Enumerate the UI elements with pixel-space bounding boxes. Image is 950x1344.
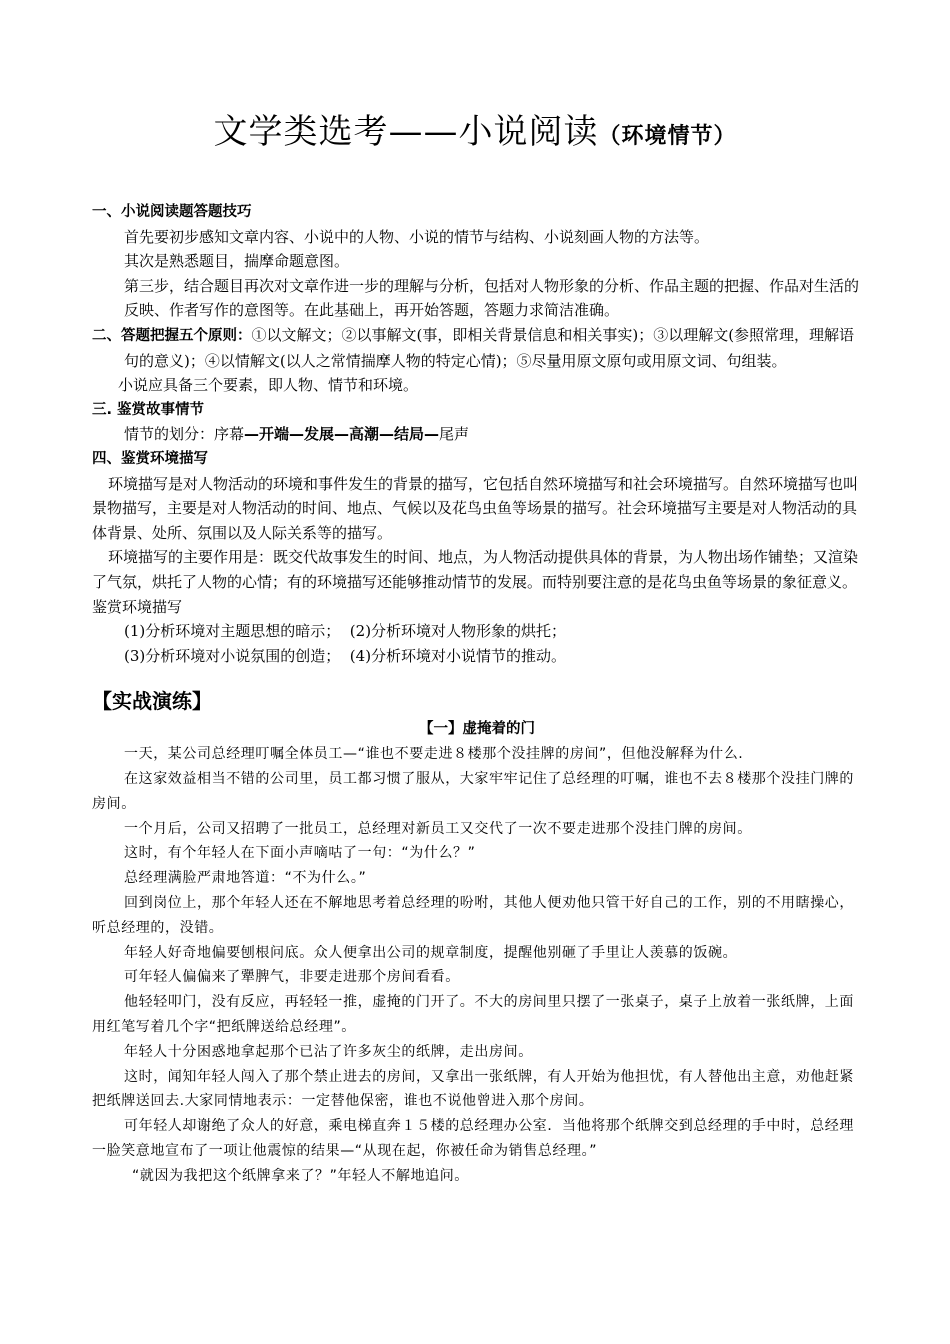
section2-block: [92, 323, 862, 373]
section3-heading: 三. 鉴赏故事情节: [92, 401, 205, 418]
section2-heading: 二、答题把握五个原则：: [92, 327, 252, 344]
story-body: [92, 742, 862, 1188]
point-1: (1)分析环境对主题思想的暗示；: [124, 622, 341, 641]
section4-points-row-2: [92, 644, 862, 669]
story-paragraph: 这时，闻知年轻人闯入了那个禁止进去的房间，又拿出一张纸牌，有人开始为他担忧，有人替他出主意，劝他赶紧把纸牌送回去.大家同情地表示：一定替他保密，谁也不说他曾进入那个房间。: [92, 1068, 854, 1110]
section2-note: 小说应具备三个要素，即人物、情节和环境。: [118, 376, 419, 395]
title-main: 文学类选考——小说阅读: [213, 112, 599, 152]
plot-end: 尾声: [439, 425, 470, 444]
story-paragraph: 年轻人十分困惑地拿起那个已沾了许多灰尘的纸牌，走出房间。: [124, 1043, 533, 1060]
content-body: [92, 200, 862, 1189]
story-paragraph: 在这家效益相当不错的公司里，员工都习惯了服从，大家牢牢记住了总经理的叮嘱，谁也不去８楼那个没挂门牌的房间。: [92, 771, 854, 812]
story-paragraph: 可年轻人却谢绝了众人的好意，乘电梯直奔１５楼的总经理办公室．当他将那个纸牌交到总经理的手中时，总经理一脸笑意地宣布了一项让他震惊的结果—“从现在起，你被任命为销售总经理。”: [92, 1118, 854, 1160]
story-paragraph: “就因为我把这个纸牌拿来了？”年轻人不解地追问。: [132, 1167, 469, 1184]
section2-text: ①以文解文；②以事解文(事，即相关背景信息和相关事实)；③以理解文(参照常理，理解语句的意义)；④以情解文(以人之常情揣摩人物的特定心情)；⑤尽量用原文原句或用原文词、句组装。: [124, 325, 855, 370]
section4-label: 鉴赏环境描写: [92, 597, 183, 616]
section1-heading: 一、小说阅读题答题技巧: [92, 204, 252, 220]
section1-paragraph-3: 第三步，结合题目再次对文章作进一步的理解与分析，包括对人物形象的分析、作品主题的把握、作品对生活的反映、作者写作的意图等。在此基础上，再开始答题，答题力求简洁准确。: [124, 276, 860, 320]
point-3: (3)分析环境对小说氛围的创造；: [124, 646, 341, 665]
story-paragraph: 年轻人好奇地偏要刨根问底。众人便拿出公司的规章制度，提醒他别砸了手里让人羡慕的饭碗。: [124, 944, 738, 961]
story-title: 【一】虚掩着的门: [419, 721, 535, 738]
section4-paragraph-1: 环境描写是对人物活动的环境和事件发生的背景的描写，它包括自然环境描写和社会环境描写。自然环境描写也叫景物描写，主要是对人物活动的时间、地点、气候以及花鸟虫鱼等场景的描写。社会环境描写主要是对人物活动的具体背景、处所、氛围以及人际关系等的描写。: [92, 474, 859, 542]
section1-paragraph-1: 首先要初步感知文章内容、小说中的人物、小说的情节与结构、小说刻画人物的方法等。: [124, 227, 710, 246]
section4-points-row-1: [92, 619, 862, 644]
story-paragraph: 总经理满脸严肃地答道：“不为什么。”: [124, 870, 367, 887]
practice-heading: 【实战演练】: [92, 689, 212, 714]
section4-paragraph-2: 环境描写的主要作用是：既交代故事发生的时间、地点，为人物活动提供具体的背景，为人物出场作铺垫；又渲染了气氛，烘托了人物的心情；有的环境描写还能够推动情节的发展。而特别要注意的是花鸟虫鱼等场景的象征意义。: [92, 548, 859, 591]
section1-paragraph-2: 其次是熟悉题目，揣摩命题意图。: [124, 252, 350, 271]
story-paragraph: 一天，某公司总经理叮嘱全体员工—“谁也不要走进８楼那个没挂牌的房间”，但他没解释为什么.: [124, 746, 744, 763]
story-paragraph: 一个月后，公司又招聘了一批员工，总经理对新员工又交代了一次不要走进那个没挂门牌的房间。: [124, 820, 752, 837]
story-paragraph: 回到岗位上，那个年轻人还在不解地思考着总经理的吩咐，其他人便劝他只管干好自己的工作，别的不用瞎操心，听总经理的，没错。: [92, 895, 854, 936]
point-2: (2)分析环境对人物形象的烘托；: [349, 622, 567, 641]
story-paragraph: 可年轻人偏偏来了犟脾气，非要走进那个房间看看。: [124, 969, 460, 986]
plot-stages: —开端—发展—高潮—结局—: [244, 425, 440, 444]
plot-label: 情节的划分：序幕: [124, 425, 245, 444]
page-title: [0, 104, 950, 153]
story-paragraph: 这时，有个年轻人在下面小声嘀咕了一句：“为什么？”: [124, 845, 476, 862]
point-4: (4)分析环境对小说情节的推动。: [349, 646, 567, 665]
story-paragraph: 他轻轻叩门，没有反应，再轻轻一推，虚掩的门开了。不大的房间里只摆了一张桌子，桌子上放着一张纸牌，上面用红笔写着几个字“把纸牌送给总经理”。: [92, 994, 854, 1036]
title-subtitle: （环境情节）: [598, 124, 737, 149]
section3-plot-stages: [92, 422, 862, 447]
section4-heading: 四、鉴赏环境描写: [92, 450, 208, 467]
